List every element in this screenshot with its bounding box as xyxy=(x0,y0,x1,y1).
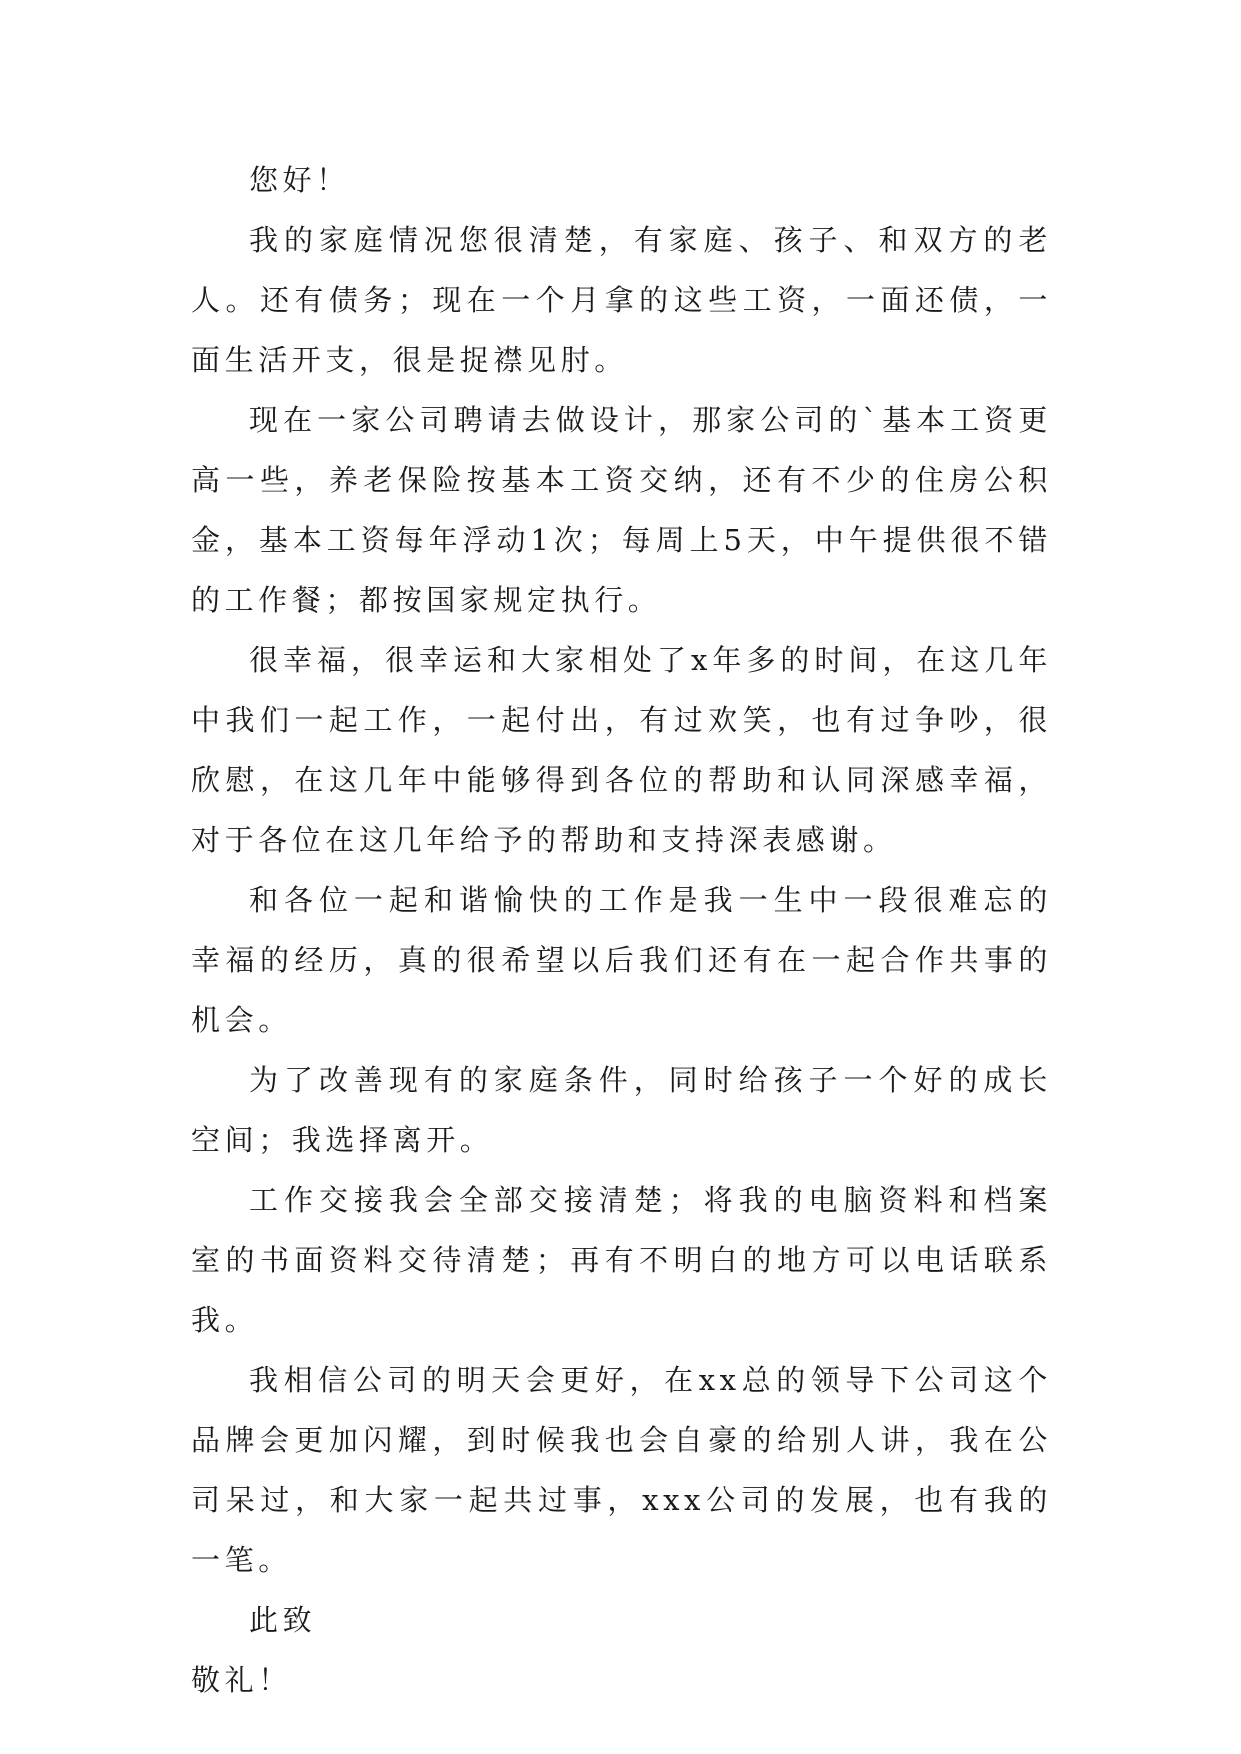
paragraph-family-situation: 我的家庭情况您很清楚，有家庭、孩子、和双方的老人。还有债务；现在一个月拿的这些工资，一面还债，一面生活开支，很是捉襟见肘。 xyxy=(191,223,1052,377)
closing: 此致 xyxy=(249,1603,317,1637)
greeting: 您好！ xyxy=(249,163,350,197)
paragraph-reason-leaving: 为了改善现有的家庭条件，同时给孩子一个好的成长空间；我选择离开。 xyxy=(191,1063,1052,1157)
paragraph-best-wishes: 我相信公司的明天会更好，在xx总的领导下公司这个品牌会更加闪耀，到时候我也会自豪的给别人讲，我在公司呆过，和大家一起共过事，xxx公司的发展，也有我的一笔。 xyxy=(191,1363,1052,1577)
salute: 敬礼！ xyxy=(191,1663,292,1697)
paragraph-memories: 和各位一起和谐愉快的工作是我一生中一段很难忘的幸福的经历，真的很希望以后我们还有在一起合作共事的机会。 xyxy=(191,883,1052,1037)
paragraph-gratitude: 很幸福，很幸运和大家相处了x年多的时间，在这几年中我们一起工作，一起付出，有过欢笑，也有过争吵，很欣慰，在这几年中能够得到各位的帮助和认同深感幸福，对于各位在这几年给予的帮助和支持深表感谢。 xyxy=(191,643,1052,857)
paragraph-new-offer: 现在一家公司聘请去做设计，那家公司的`基本工资更高一些，养老保险按基本工资交纳，还有不少的住房公积金，基本工资每年浮动1次；每周上5天，中午提供很不错的工作餐；都按国家规定执行。 xyxy=(191,403,1052,617)
letter-body xyxy=(191,150,1052,1710)
paragraph-handover: 工作交接我会全部交接清楚；将我的电脑资料和档案室的书面资料交待清楚；再有不明白的地方可以电话联系我。 xyxy=(191,1183,1052,1337)
